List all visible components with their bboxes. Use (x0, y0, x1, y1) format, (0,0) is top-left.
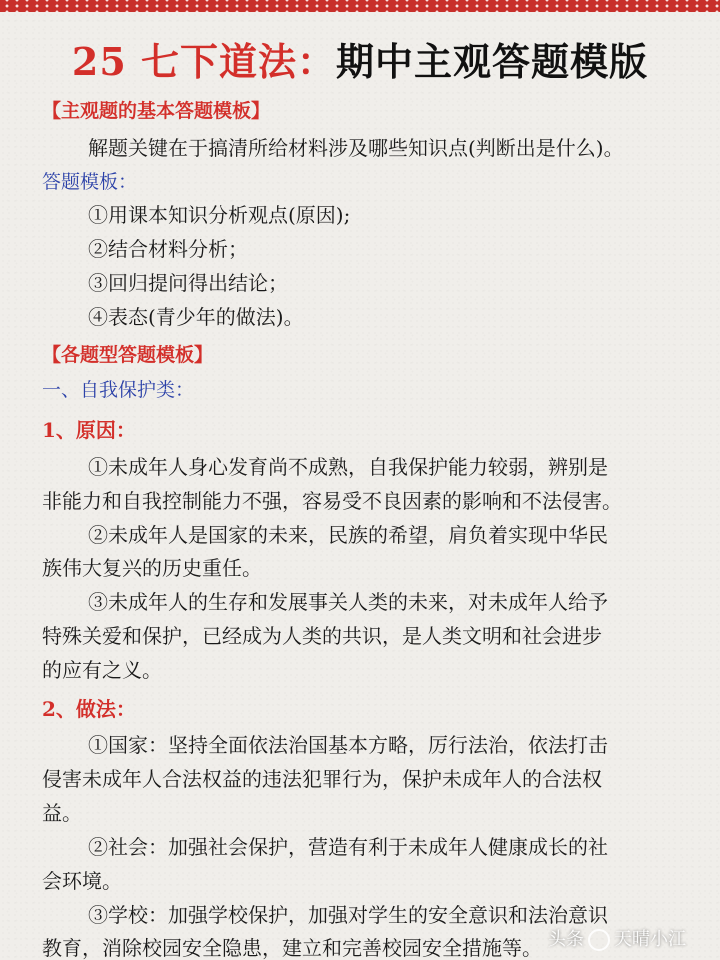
title-red-part: 25 七下道法： (71, 39, 337, 84)
method-line: ②社会：加强社会保护，营造有利于未成年人健康成长的社 (88, 835, 608, 859)
reasons-label: 1、原因： (42, 418, 136, 442)
top-dot-pattern (0, 0, 720, 12)
reason-line: ①未成年人身心发育尚不成熟，自我保护能力较弱，辨别是 (88, 455, 608, 479)
method-line: 会环境。 (42, 869, 122, 893)
reason-line: ②未成年人是国家的未来，民族的希望，肩负着实现中华民 (88, 523, 608, 547)
template-step: ②结合材料分析； (88, 237, 248, 261)
reason-line: 的应有之义。 (42, 658, 162, 682)
key-text: 解题关键在于搞清所给材料涉及哪些知识点(判断出是什么)。 (88, 136, 624, 160)
category-heading: 一、自我保护类： (42, 379, 195, 401)
method-line: 益。 (42, 801, 82, 825)
method-line: ③学校：加强学校保护，加强对学生的安全意识和法治意识 (88, 903, 608, 927)
method-line: 侵害未成年人合法权益的违法犯罪行为，保护未成年人的合法权 (42, 767, 602, 791)
template-step: ①用课本知识分析观点(原因); (88, 203, 351, 227)
template-step: ④表态(青少年的做法)。 (88, 305, 304, 329)
template-label: 答题模板： (42, 171, 138, 193)
watermark-name: 天晴小江 (614, 929, 686, 950)
at-icon (588, 929, 610, 951)
watermark (548, 920, 720, 960)
method-line: ①国家：坚持全面依法治国基本方略，厉行法治，依法打击 (88, 733, 608, 757)
title-black-part: 期中主观答题模版 (336, 39, 649, 84)
method-line: 教育，消除校园安全隐患，建立和完善校园安全措施等。 (42, 936, 542, 960)
template-step: ③回归提问得出结论； (88, 271, 288, 295)
basic-template-heading: 【主观题的基本答题模板】 (42, 100, 271, 122)
reason-line: 特殊关爱和保护，已经成为人类的共识，是人类文明和社会进步 (42, 624, 602, 648)
types-heading: 【各题型答题模板】 (42, 344, 214, 366)
watermark-prefix: 头条 (548, 929, 584, 950)
reason-line: 族伟大复兴的历史重任。 (42, 556, 262, 580)
page-title (0, 36, 720, 88)
reason-line: 非能力和自我控制能力不强，容易受不良因素的影响和不法侵害。 (42, 489, 622, 513)
reason-line: ③未成年人的生存和发展事关人类的未来，对未成年人给予 (88, 590, 608, 614)
methods-label: 2、做法： (42, 697, 136, 721)
